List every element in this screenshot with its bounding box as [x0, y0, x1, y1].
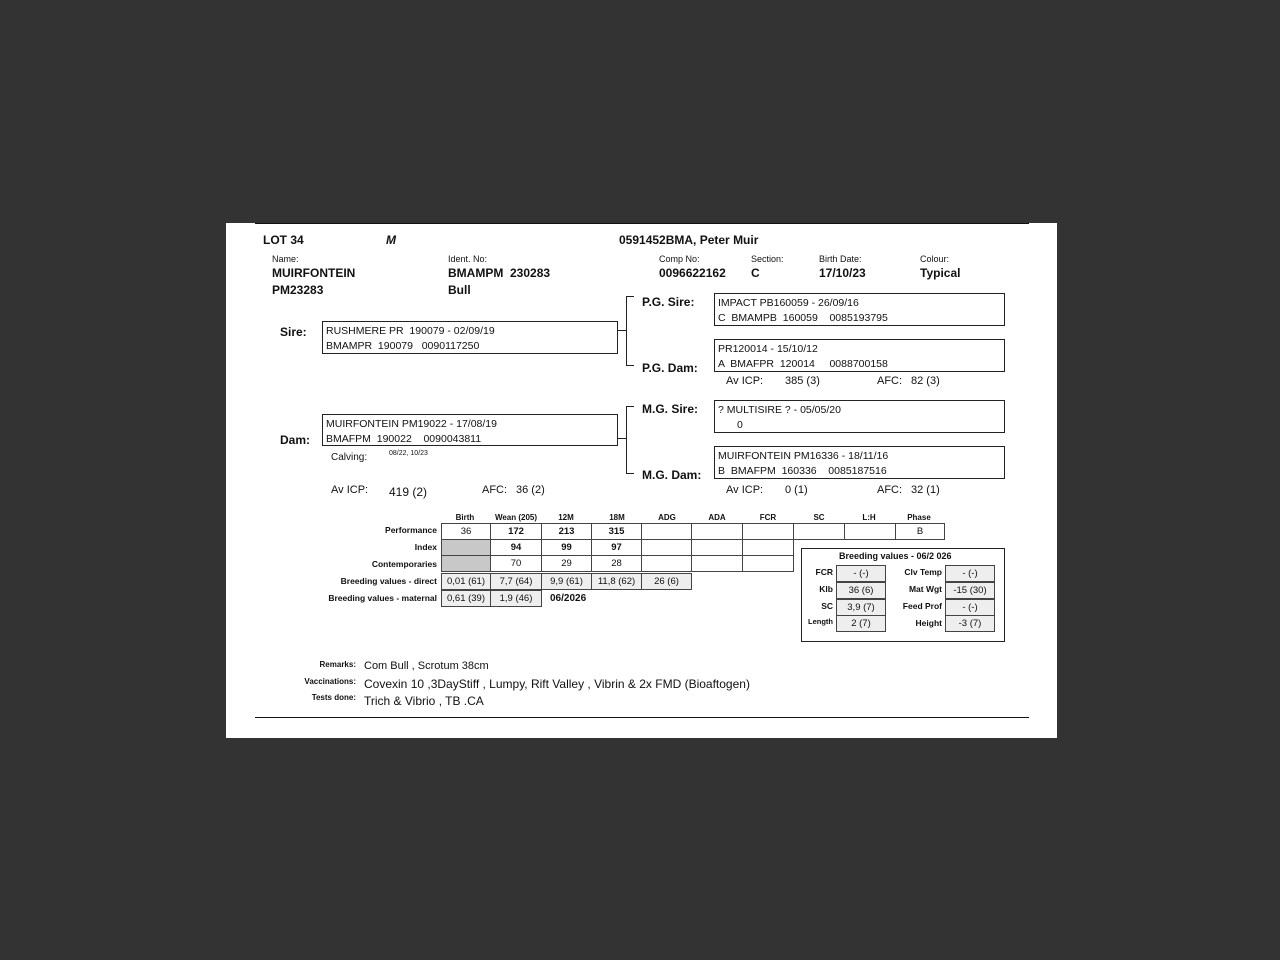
pg-dam-tick: [626, 365, 634, 366]
index-wean: 94: [490, 539, 542, 556]
lot-number: LOT 34: [263, 233, 304, 247]
perf-phase: B: [895, 523, 945, 540]
birth-label: Birth Date:: [819, 254, 862, 264]
top-rule: [255, 223, 1029, 224]
mg-afc-label: AFC:: [877, 484, 903, 496]
contemp-fcr: [742, 555, 794, 572]
bv-feedprof-label: Feed Prof: [902, 601, 942, 611]
dam-bracket: [626, 406, 627, 473]
mg-avicp-label: Av ICP:: [726, 484, 764, 496]
pg-sire-line1: IMPACT PB160059 - 26/09/16: [718, 297, 859, 309]
bv-direct-wean: 7,7 (64): [490, 573, 542, 590]
index-ada: [691, 539, 743, 556]
index-12m: 99: [541, 539, 592, 556]
dam-line1: MUIRFONTEIN PM19022 - 17/08/19: [326, 418, 497, 430]
sire-line1: RUSHMERE PR 190079 - 02/09/19: [326, 325, 495, 337]
name-label: Name:: [272, 254, 299, 264]
perf-birth: 36: [441, 523, 491, 540]
dam-line2: BMAFPM 190022 0090043811: [326, 433, 482, 445]
sire-label: Sire:: [280, 325, 307, 339]
mg-sire-line2: 0: [737, 419, 743, 431]
contemp-18m: 28: [591, 555, 642, 572]
remarks-label: Remarks:: [319, 660, 356, 669]
mg-dam-tick: [626, 473, 634, 474]
tests-value: Trich & Vibrio , TB .CA: [364, 694, 484, 708]
col-phase: Phase: [907, 513, 931, 522]
pg-dam-line1: PR120014 - 15/10/12: [718, 343, 818, 355]
perf-adg: [641, 523, 692, 540]
col-lh: L:H: [862, 513, 876, 522]
vaccinations-label: Vaccinations:: [304, 677, 356, 686]
bv-matwgt-value: -15 (30): [945, 582, 995, 599]
perf-sc: [793, 523, 845, 540]
col-18m: 18M: [609, 513, 625, 522]
pg-sire-line2: C BMAMPB 160059 0085193795: [718, 312, 888, 324]
dam-afc-label: AFC:: [482, 484, 508, 496]
section-label: Section:: [751, 254, 784, 264]
col-ada: ADA: [708, 513, 726, 522]
pg-dam-label: P.G. Dam:: [642, 361, 698, 375]
pg-dam-box: [714, 339, 1005, 372]
row-index-label: Index: [414, 542, 437, 552]
perf-fcr: [742, 523, 794, 540]
section-value: C: [751, 266, 760, 280]
comp-label: Comp No:: [659, 254, 700, 264]
contemp-wean: 70: [490, 555, 542, 572]
contemp-birth: [441, 555, 491, 572]
sire-box: [322, 321, 618, 354]
lot-marker: M: [386, 233, 396, 247]
contemp-12m: 29: [541, 555, 592, 572]
bv-feedprof-value: - (-): [945, 599, 995, 616]
vaccinations-value: Covexin 10 ,3DayStiff , Lumpy, Rift Valley , Vibrin & 2x FMD (Bioaftogen): [364, 677, 750, 691]
bv-fcr-label: FCR: [815, 567, 833, 577]
ident-label: Ident. No:: [448, 254, 488, 264]
mg-dam-label: M.G. Dam:: [642, 468, 702, 482]
calving-label: Calving:: [331, 452, 368, 463]
row-performance-label: Performance: [385, 525, 437, 535]
row-bv-maternal-label: Breeding values - maternal: [328, 593, 437, 603]
bv-maternal-birth: 0,61 (39): [441, 590, 491, 607]
pg-sire-label: P.G. Sire:: [642, 295, 695, 309]
breeding-box-title: Breeding values - 06/2 026: [839, 551, 952, 561]
ident-value: BMAMPM 230283: [448, 266, 551, 280]
colour-value: Typical: [920, 266, 961, 280]
tests-label: Tests done:: [311, 693, 356, 702]
calving-value: 08/22, 10/23: [389, 450, 428, 457]
pg-avicp-value: 385 (3): [785, 375, 820, 387]
dam-box: [322, 414, 618, 446]
bv-maternal-wean: 1,9 (46): [490, 590, 542, 607]
perf-lh: [844, 523, 896, 540]
bv-direct-12m: 9,9 (61): [541, 573, 592, 590]
remarks-value: Com Bull , Scrotum 38cm: [364, 660, 489, 672]
bv-fcr-value: - (-): [836, 565, 886, 582]
perf-wean: 172: [490, 523, 542, 540]
mg-afc-value: 32 (1): [911, 484, 940, 496]
col-12m: 12M: [558, 513, 574, 522]
bv-height-label: Height: [915, 618, 942, 628]
pg-dam-line2: A BMAFPR 120014 0088700158: [718, 358, 888, 370]
bottom-rule: [255, 717, 1029, 718]
bv-direct-birth: 0,01 (61): [441, 573, 491, 590]
breeder: 0591452BMA, Peter Muir: [619, 233, 759, 247]
perf-ada: [691, 523, 743, 540]
perf-18m: 315: [591, 523, 642, 540]
dam-avicp-label: Av ICP:: [331, 484, 369, 496]
mg-sire-box: [714, 400, 1005, 433]
sire-bracket: [626, 296, 627, 365]
comp-value: 0096622162: [659, 266, 726, 280]
bv-length-label: Length: [808, 617, 833, 626]
bv-height-value: -3 (7): [945, 615, 995, 632]
dam-label: Dam:: [280, 433, 311, 447]
index-birth: [441, 539, 491, 556]
mg-dam-line1: MUIRFONTEIN PM16336 - 18/11/16: [718, 450, 889, 462]
col-wean: Wean (205): [494, 513, 538, 522]
bv-clvtemp-label: Clv Temp: [904, 567, 942, 577]
mg-avicp-value: 0 (1): [785, 484, 808, 496]
dam-afc-value: 36 (2): [516, 484, 545, 496]
animal-name-line2: PM23283: [272, 283, 324, 297]
mg-sire-tick: [626, 406, 634, 407]
col-fcr: FCR: [759, 513, 777, 522]
perf-12m: 213: [541, 523, 592, 540]
mg-sire-label: M.G. Sire:: [642, 402, 699, 416]
pg-afc-label: AFC:: [877, 375, 903, 387]
catalogue-page: [226, 223, 1057, 738]
mg-dam-line2: B BMAFPM 160336 0085187516: [718, 465, 887, 477]
bv-direct-18m: 11,8 (62): [591, 573, 642, 590]
col-birth: Birth: [455, 513, 475, 522]
pg-sire-box: [714, 293, 1005, 326]
sire-line2: BMAMPR 190079 0090117250: [326, 340, 480, 352]
index-fcr: [742, 539, 794, 556]
pg-afc-value: 82 (3): [911, 375, 940, 387]
row-contemporaries-label: Contemporaries: [371, 559, 437, 569]
dam-connector: [618, 438, 626, 439]
pg-avicp-label: Av ICP:: [726, 375, 764, 387]
dam-avicp-value: 419 (2): [389, 485, 428, 499]
mg-sire-line1: ? MULTISIRE ? - 05/05/20: [718, 404, 841, 416]
mg-dam-box: [714, 446, 1005, 479]
sire-connector: [618, 330, 626, 331]
bv-clvtemp-value: - (-): [945, 565, 995, 582]
col-adg: ADG: [658, 513, 676, 522]
bv-length-value: 2 (7): [836, 615, 886, 632]
bv-date: 06/2026: [550, 593, 587, 604]
bv-klb-label: Klb: [819, 584, 833, 594]
bv-direct-adg: 26 (6): [641, 573, 692, 590]
bv-matwgt-label: Mat Wgt: [908, 584, 942, 594]
index-18m: 97: [591, 539, 642, 556]
col-sc: SC: [813, 513, 825, 522]
bv-klb-value: 36 (6): [836, 582, 886, 599]
contemp-ada: [691, 555, 743, 572]
pg-sire-tick: [626, 296, 634, 297]
bv-sc-label: SC: [821, 601, 833, 611]
birth-value: 17/10/23: [819, 266, 866, 280]
bv-sc-value: 3,9 (7): [836, 599, 886, 616]
index-adg: [641, 539, 692, 556]
row-bv-direct-label: Breeding values - direct: [340, 576, 437, 586]
sex: Bull: [448, 283, 471, 297]
animal-name-line1: MUIRFONTEIN: [272, 266, 356, 280]
colour-label: Colour:: [920, 254, 950, 264]
contemp-adg: [641, 555, 692, 572]
